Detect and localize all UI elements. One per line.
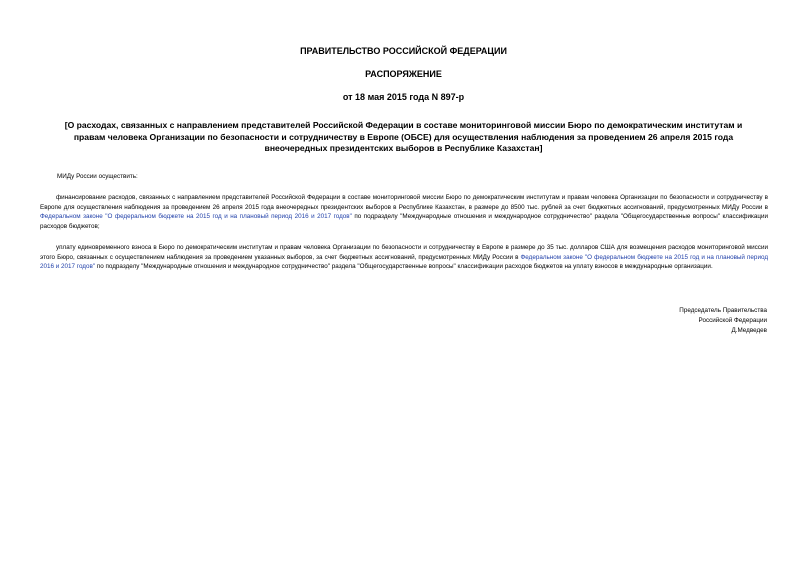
intro-text: МИДу России осуществить: (57, 173, 138, 180)
paragraph-text: по подразделу "Международные отношения и международное сотрудничество" раздела "Общегосударственные вопросы" классификации расходов бюджетов на уплату взносов в международные организации. (95, 263, 713, 270)
federal-budget-law-link[interactable]: Федеральном законе "О федеральном бюджете на 2015 год и на плановый период 2016 и 2017 годов" (40, 253, 768, 270)
signature-name: Д.Медведев (731, 327, 767, 334)
document-date-number: от 18 мая 2015 года N 897-р (342, 92, 465, 102)
federal-budget-law-link[interactable]: Федеральном законе "О федеральном бюджете на 2015 год и на плановый период 2016 и 2017 годов" (40, 213, 352, 220)
signature-organization: Российской Федерации (698, 317, 767, 324)
paragraph-text: финансирование расходов, связанных с направлением представителей Российской Федерации в составе мониторинговой миссии Бюро по демократическим институтам и правам человека Организации по безопасности и сотрудничеству в Европе для осуществления наблюдения за проведением 26 апреля 2015 года внеочередных президентских выборов в Республике Казахстан, в размере до 8500 тыс. рублей за счет бюджетных ассигнований, предусмотренных МИДу России в (40, 194, 768, 211)
signature-block (679, 306, 767, 336)
paragraph-text: уплату единовременного взноса в Бюро по демократическим институтам и правам человека Организации по безопасности и сотрудничеству в Европе в размере до 35 тыс. долларов США для возмещения расходов мониторинговой миссии этого Бюро, связанных с осуществлением наблюдения за проведением указанных выборов, за счет бюджетных ассигнований, предусмотренных МИДу России в (40, 244, 768, 261)
paragraph-financing (40, 193, 768, 231)
document-type-heading: РАСПОРЯЖЕНИЕ (365, 69, 442, 79)
government-heading: ПРАВИТЕЛЬСТВО РОССИЙСКОЙ ФЕДЕРАЦИИ (300, 46, 507, 56)
document-title: [О расходах, связанных с направлением представителей Российской Федерации в составе мониторинговой миссии Бюро по демократическим институтам и правам человека Организации по безопасности и сотрудничеству в Европе (ОБСЕ) для осуществления наблюдения за проведением 26 апреля 2015 года внеочередных президентских выборов в Республике Казахстан] (64, 120, 743, 153)
paragraph-text: по подразделу "Международные отношения и международное сотрудничество" раздела "Общегосударственные вопросы" классификации расходов бюджетов; (40, 213, 768, 230)
paragraph-contribution (40, 243, 768, 272)
signature-position: Председатель Правительства (679, 307, 767, 314)
